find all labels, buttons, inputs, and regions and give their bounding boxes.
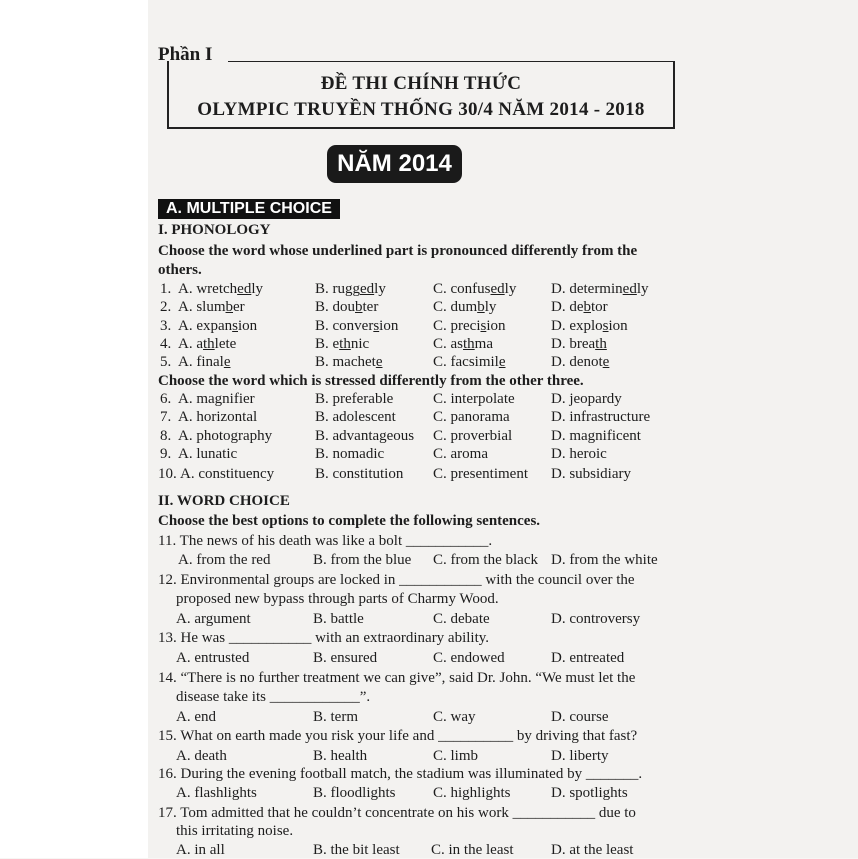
option-a: A. horizontal bbox=[178, 409, 258, 425]
option-d: D. explosion bbox=[551, 318, 628, 334]
question-stem: 11. The news of his death was like a bolt ___________. bbox=[158, 533, 493, 549]
page-edge bbox=[0, 0, 148, 858]
option-c: C. aroma bbox=[433, 446, 488, 462]
question-number: 9. bbox=[160, 446, 172, 462]
option-c: C. asthma bbox=[433, 336, 493, 352]
question-number: 1. bbox=[160, 281, 172, 297]
option-d: D. breath bbox=[551, 336, 607, 352]
option-b: B. preferable bbox=[315, 391, 394, 407]
option-c: C. facsimile bbox=[433, 354, 506, 370]
option-c: C. panorama bbox=[433, 409, 510, 425]
option-d: D. denote bbox=[551, 354, 610, 370]
option-d: D. subsidiary bbox=[551, 466, 631, 482]
question-number: 2. bbox=[160, 299, 172, 315]
option-a: A. expansion bbox=[178, 318, 258, 334]
option-c: C. debate bbox=[433, 611, 490, 627]
option-d: D. determinedly bbox=[551, 281, 649, 297]
option-b: B. ethnic bbox=[315, 336, 370, 352]
question-number: 6. bbox=[160, 391, 172, 407]
option-c: C. endowed bbox=[433, 650, 505, 666]
title-box bbox=[167, 61, 675, 129]
question-stem-line-1: 14. “There is no further treatment we can give”, said Dr. John. “We must let the bbox=[158, 670, 636, 686]
option-a: A. magnifier bbox=[178, 391, 255, 407]
option-c: C. dumbly bbox=[433, 299, 497, 315]
question-number: 4. bbox=[160, 336, 172, 352]
option-d: D. jeopardy bbox=[551, 391, 622, 407]
question-stem-line-1: 17. Tom admitted that he couldn’t concentrate on his work ___________ due to bbox=[158, 805, 636, 821]
title-line-2: OLYMPIC TRUYỀN THỐNG 30/4 NĂM 2014 - 2018 bbox=[197, 99, 645, 120]
option-b: B. ensured bbox=[313, 650, 378, 666]
option-a: A. photography bbox=[178, 428, 273, 444]
option-b: B. machete bbox=[315, 354, 383, 370]
option-a: A. athlete bbox=[178, 336, 237, 352]
question-stem-line-1: 12. Environmental groups are locked in ___________ with the council over the bbox=[158, 572, 635, 588]
option-c: C. in the least bbox=[431, 842, 514, 858]
option-a: A. wretchedly bbox=[178, 281, 263, 297]
question-stem-line-2: proposed new bypass through parts of Charmy Wood. bbox=[176, 591, 499, 607]
option-b: B. from the blue bbox=[313, 552, 412, 568]
year-badge: NĂM 2014 bbox=[327, 145, 462, 183]
title-line-1: ĐỀ THI CHÍNH THỨC bbox=[320, 73, 522, 94]
option-c: C. highlights bbox=[433, 785, 511, 801]
section-heading: A. MULTIPLE CHOICE bbox=[158, 199, 340, 219]
question-number: 8. bbox=[160, 428, 172, 444]
instruction-1-line-1: Choose the word whose underlined part is pronounced differently from the bbox=[158, 243, 638, 259]
question-stem-line-2: this irritating noise. bbox=[176, 823, 294, 839]
question-number: 7. bbox=[160, 409, 172, 425]
option-d: D. entreated bbox=[551, 650, 625, 666]
question-stem: 16. During the evening football match, the stadium was illuminated by _______. bbox=[158, 766, 643, 782]
question-number: 10. bbox=[158, 466, 177, 482]
question-stem: 15. What on earth made you risk your life and __________ by driving that fast? bbox=[158, 728, 638, 744]
option-b: B. nomadic bbox=[315, 446, 385, 462]
option-b: B. advantageous bbox=[315, 428, 415, 444]
option-d: D. course bbox=[551, 709, 609, 725]
option-b: B. health bbox=[313, 748, 368, 764]
word-choice-heading: II. WORD CHOICE bbox=[158, 493, 290, 509]
question-number: 3. bbox=[160, 318, 172, 334]
option-b: B. battle bbox=[313, 611, 364, 627]
option-a: A. entrusted bbox=[176, 650, 250, 666]
option-d: D. magnificent bbox=[551, 428, 641, 444]
option-a: A. death bbox=[176, 748, 227, 764]
option-b: B. constitution bbox=[315, 466, 404, 482]
option-c: C. interpolate bbox=[433, 391, 515, 407]
option-c: C. confusedly bbox=[433, 281, 517, 297]
question-number: 5. bbox=[160, 354, 172, 370]
option-d: D. liberty bbox=[551, 748, 609, 764]
option-a: A. argument bbox=[176, 611, 251, 627]
option-b: B. the bit least bbox=[313, 842, 400, 858]
option-c: C. way bbox=[433, 709, 476, 725]
option-a: A. flashlights bbox=[176, 785, 257, 801]
instruction-1-line-2: others. bbox=[158, 262, 202, 278]
option-b: B. doubter bbox=[315, 299, 379, 315]
option-c: C. precision bbox=[433, 318, 506, 334]
option-b: B. adolescent bbox=[315, 409, 396, 425]
question-stem: 13. He was ___________ with an extraordinary ability. bbox=[158, 630, 490, 646]
question-stem-line-2: disease take its ____________”. bbox=[176, 689, 371, 705]
option-a: A. constituency bbox=[180, 466, 275, 482]
option-d: D. spotlights bbox=[551, 785, 628, 801]
option-d: D. from the white bbox=[551, 552, 658, 568]
option-a: A. slumber bbox=[178, 299, 245, 315]
option-c: C. presentiment bbox=[433, 466, 528, 482]
option-d: D. controversy bbox=[551, 611, 641, 627]
option-c: C. from the black bbox=[433, 552, 538, 568]
option-a: A. in all bbox=[176, 842, 225, 858]
option-a: A. lunatic bbox=[178, 446, 238, 462]
word-choice-instruction: Choose the best options to complete the following sentences. bbox=[158, 513, 541, 529]
option-d: D. heroic bbox=[551, 446, 607, 462]
option-b: B. term bbox=[313, 709, 358, 725]
option-b: B. conversion bbox=[315, 318, 399, 334]
part-label: Phần I bbox=[158, 44, 213, 65]
option-d: D. at the least bbox=[551, 842, 634, 858]
option-b: B. floodlights bbox=[313, 785, 396, 801]
option-c: C. proverbial bbox=[433, 428, 513, 444]
option-a: A. from the red bbox=[178, 552, 271, 568]
option-b: B. ruggedly bbox=[315, 281, 386, 297]
phonology-heading: I. PHONOLOGY bbox=[158, 222, 271, 238]
instruction-2: Choose the word which is stressed differently from the other three. bbox=[158, 373, 584, 389]
option-a: A. finale bbox=[178, 354, 231, 370]
option-c: C. limb bbox=[433, 748, 479, 764]
option-a: A. end bbox=[176, 709, 216, 725]
option-d: D. debtor bbox=[551, 299, 608, 315]
option-d: D. infrastructure bbox=[551, 409, 651, 425]
